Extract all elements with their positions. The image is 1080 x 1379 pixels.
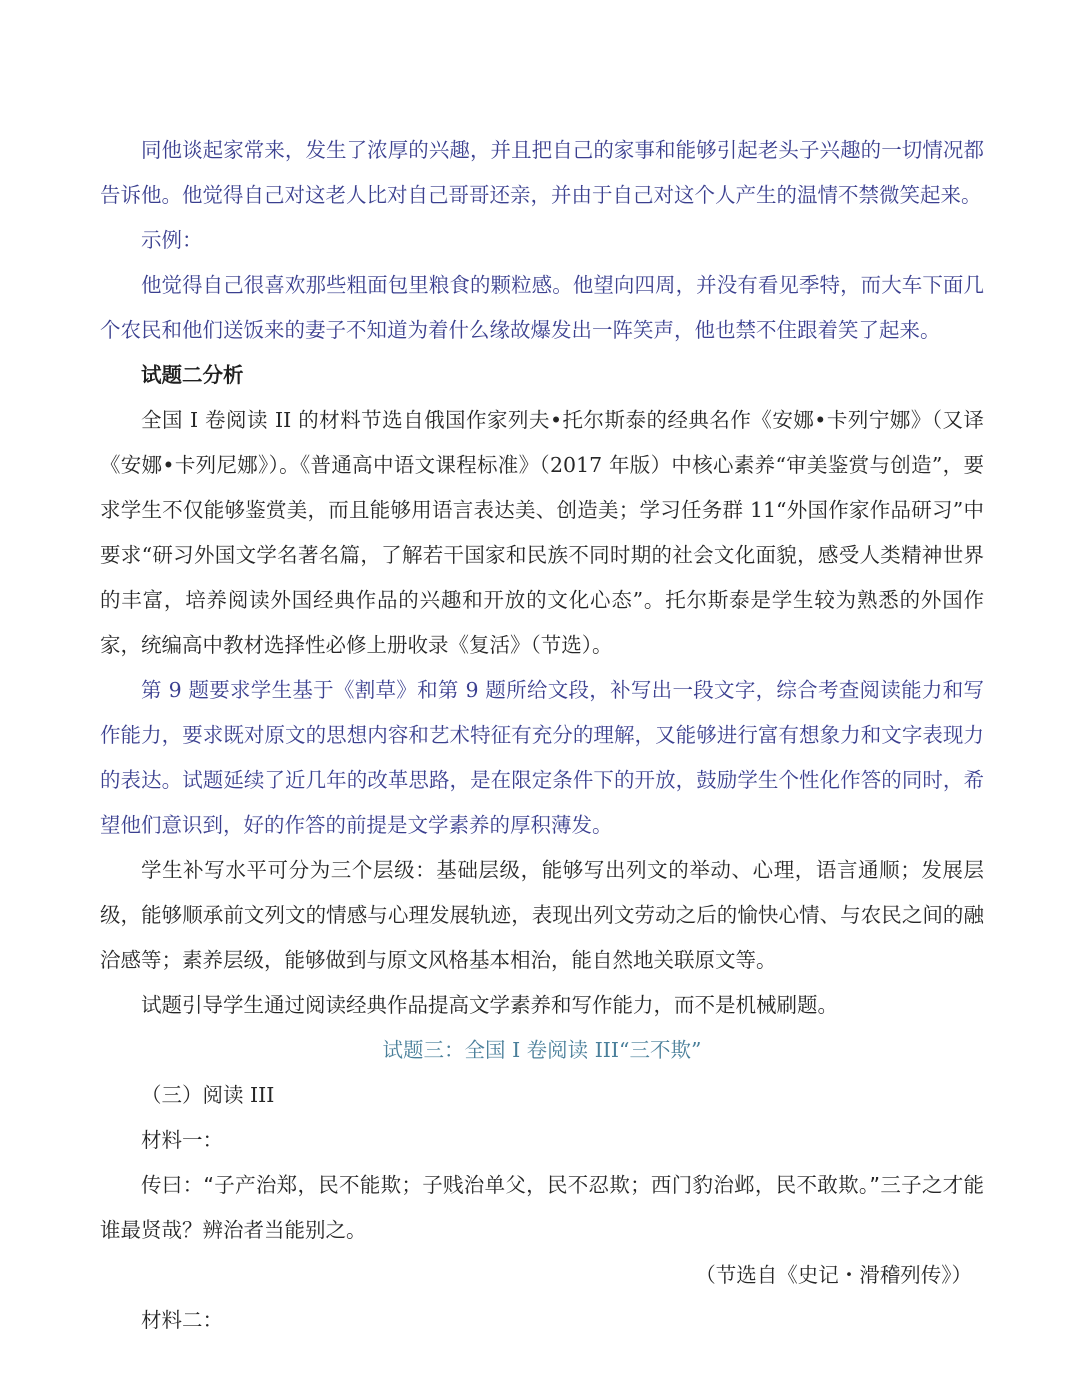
analysis-paragraph-2: 第 9 题要求学生基于《割草》和第 9 题所给文段，补写出一段文字，综合考查阅读能力和写作能力，要求既对原文的思想内容和艺术特征有充分的理解，又能够进行富有想象力和文字表现力的表达。试题延续了近几年的改革思路，是在限定条件下的开放，鼓励学生个性化作答的同时，希望他们意识到，好的作答的前提是文学素养的厚积薄发。	[100, 678, 984, 837]
example-paragraph: 他觉得自己很喜欢那些粗面包里粮食的颗粒感。他望向四周，并没有看见季特，而大车下面几个农民和他们送饭来的妻子不知道为着什么缘故爆发出一阵笑声，他也禁不住跟着笑了起来。	[100, 273, 984, 342]
analysis-paragraph-1: 全国 I 卷阅读 II 的材料节选自俄国作家列夫•托尔斯泰的经典名作《安娜•卡列宁娜》（又译《安娜•卡列尼娜》）。《普通高中语文课程标准》（2017 年版）中核心素养“审美鉴赏与创造”，要求学生不仅能够鉴赏美，而且能够用语言表达美、创造美；学习任务群 11“外国作家作品研习”中要求“研习外国文学名著名篇，了解若干国家和民族不同时期的社会文化面貌，感受人类精神世界的丰富，培养阅读外国经典作品的兴趣和开放的文化心态”。托尔斯泰是学生较为熟悉的外国作家，统编高中教材选择性必修上册收录《复活》（节选）。	[100, 408, 984, 657]
material-2-label: 材料二：	[141, 1308, 223, 1332]
material-1-label: 材料一：	[141, 1128, 223, 1152]
reading-subheading: （三）阅读 III	[141, 1083, 275, 1107]
classical-quote: 传曰：“子产治郑，民不能欺；子贱治单父，民不忍欺；西门豹治邺，民不敢欺。”三子之才能谁最贤哉？辨治者当能别之。	[100, 1173, 984, 1242]
analysis-paragraph-3: 学生补写水平可分为三个层级：基础层级，能够写出列文的举动、心理，语言通顺；发展层级，能够顺承前文列文的情感与心理发展轨迹，表现出列文劳动之后的愉快心情、与农民之间的融洽感等；素养层级，能够做到与原文风格基本相治，能自然地关联原文等。	[100, 858, 984, 972]
paragraph-continuation: 同他谈起家常来，发生了浓厚的兴趣，并且把自己的家事和能够引起老头子兴趣的一切情况都告诉他。他觉得自己对这老人比对自己哥哥还亲，并由于自己对这个人产生的温情不禁微笑起来。	[100, 138, 984, 207]
section-title: 试题三：全国 I 卷阅读 III“三不欺”	[382, 1038, 702, 1062]
document-body	[100, 128, 984, 1343]
analysis-paragraph-4: 试题引导学生通过阅读经典作品提高文学素养和写作能力，而不是机械刷题。	[141, 993, 838, 1017]
quote-source: （节选自《史记・滑稽列传》）	[695, 1263, 972, 1287]
analysis-heading: 试题二分析	[141, 363, 244, 387]
example-label: 示例：	[141, 228, 203, 252]
